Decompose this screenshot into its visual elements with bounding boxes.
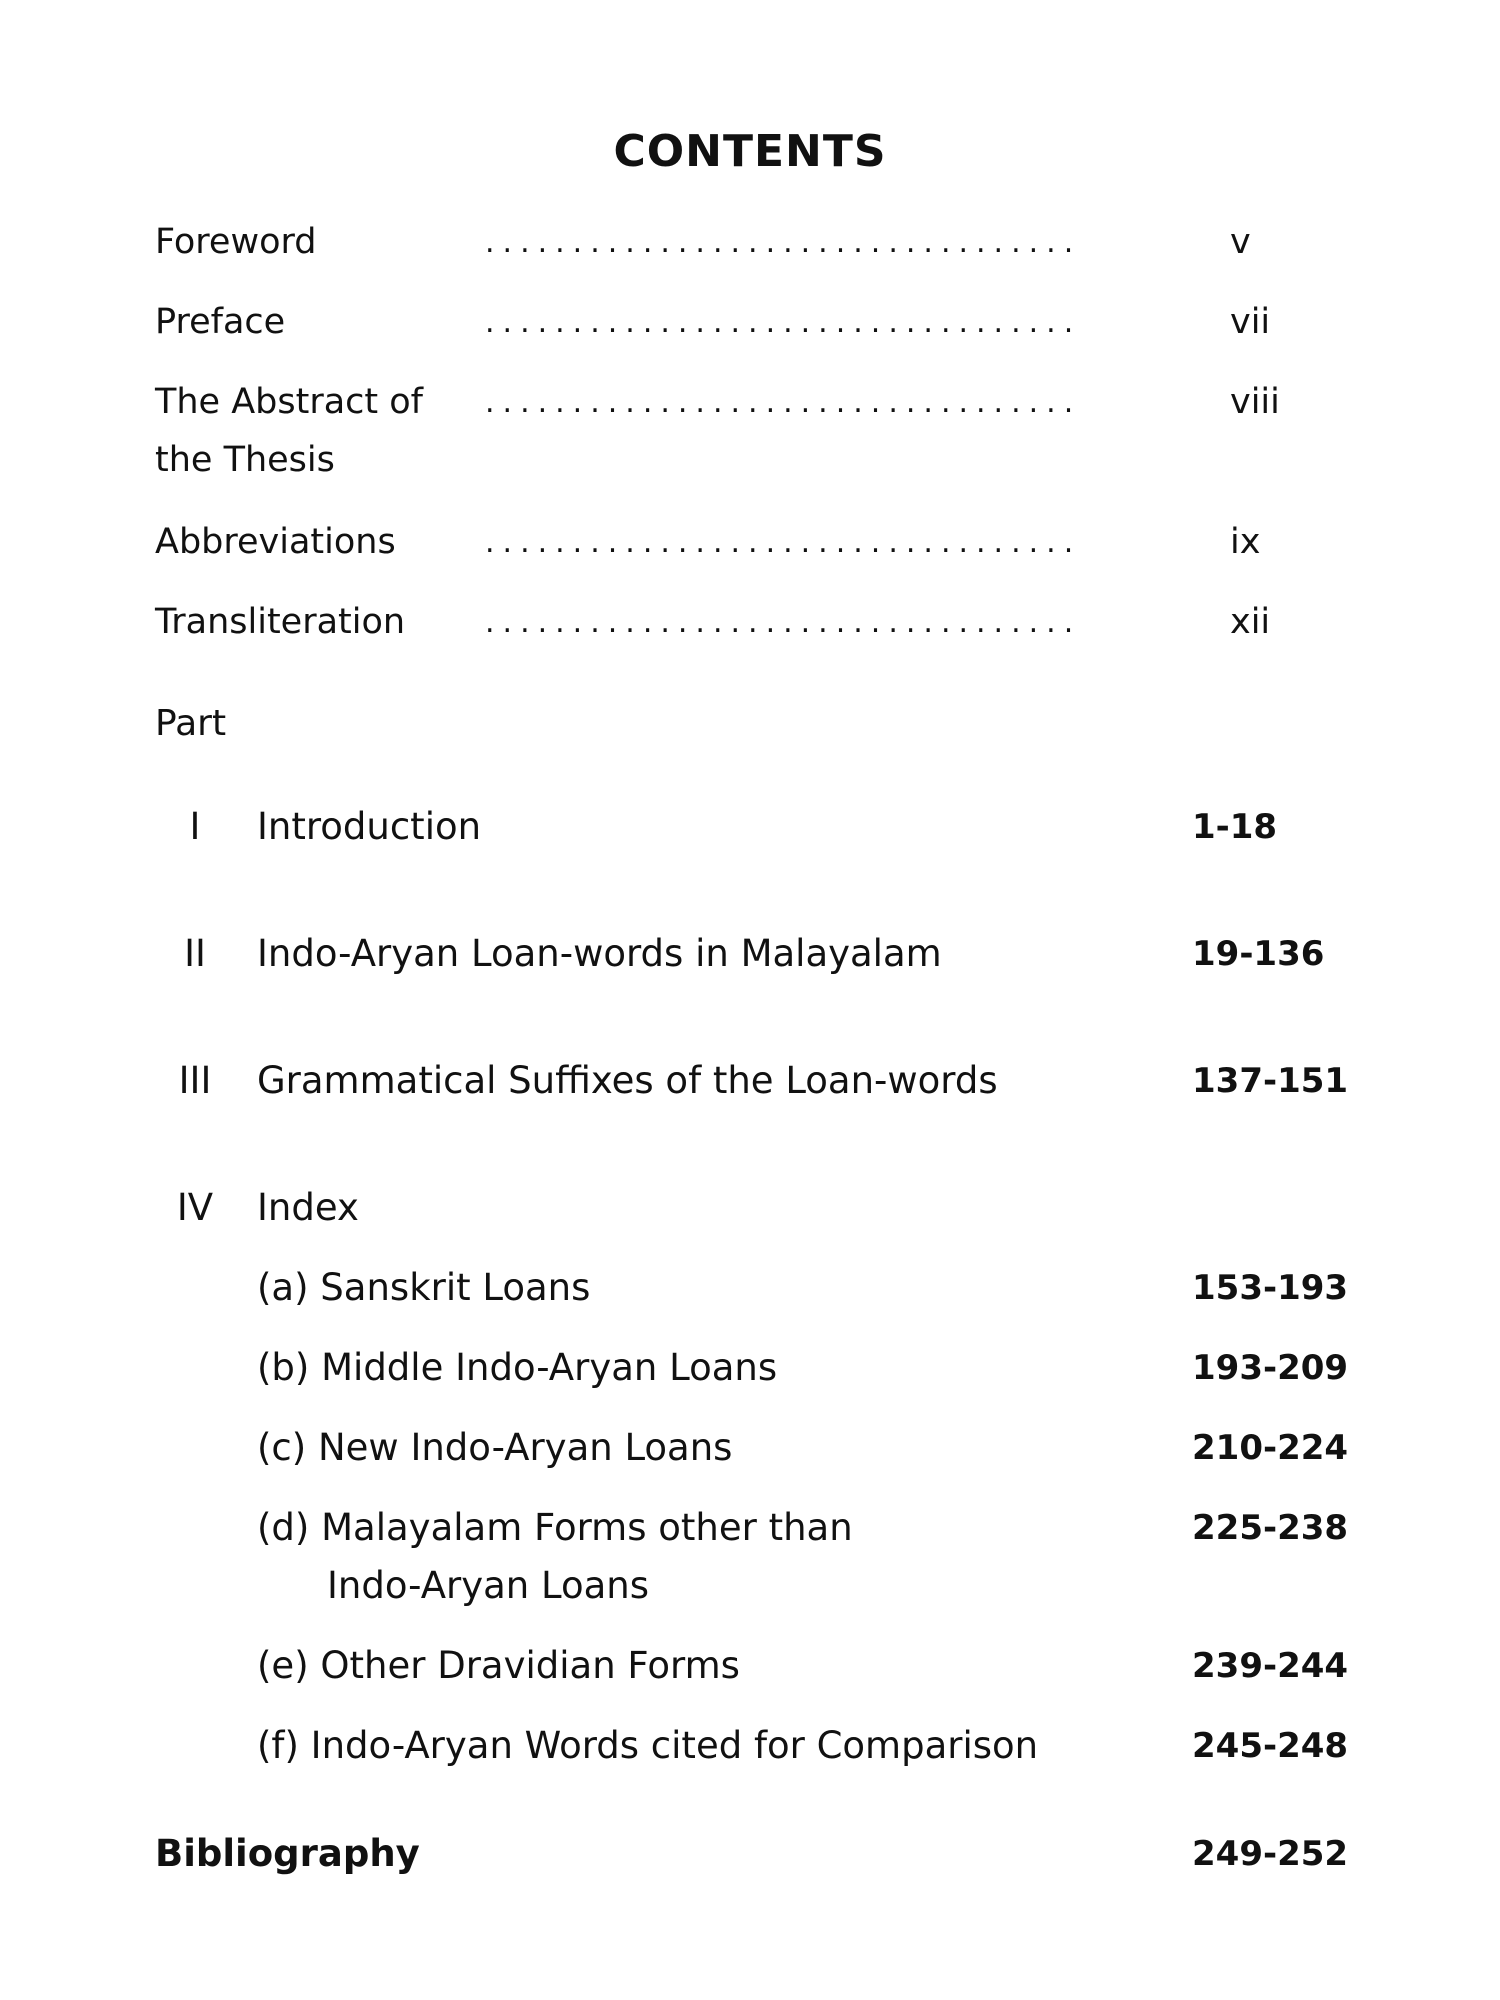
index-item-title: (d) Malayalam Forms other than	[257, 1506, 853, 1549]
bibliography-pages: 249-252	[1192, 1834, 1349, 1874]
toc-entry-label: Foreword	[155, 222, 317, 262]
chapter-row	[0, 925, 1500, 983]
dot-leader: ..................................	[485, 385, 1082, 420]
chapter-number: IV	[176, 1186, 214, 1229]
toc-entry-page: viii	[1230, 382, 1280, 422]
index-item-pages: 153-193	[1192, 1268, 1349, 1308]
toc-entry-label: Transliteration	[155, 602, 406, 642]
chapter-number: I	[189, 805, 201, 848]
dot-leader: ..................................	[485, 305, 1082, 340]
index-item-title: (e) Other Dravidian Forms	[257, 1644, 740, 1687]
chapter-row	[0, 798, 1500, 856]
chapter-title: Grammatical Suffixes of the Loan-words	[257, 1059, 998, 1102]
index-item-title: (c) New Indo-Aryan Loans	[257, 1426, 733, 1469]
chapter-number: III	[178, 1059, 212, 1102]
bibliography-title: Bibliography	[155, 1832, 420, 1875]
toc-entry-page: v	[1230, 222, 1251, 262]
toc-entry-page: xii	[1230, 602, 1271, 642]
chapter-number: II	[184, 932, 206, 975]
dot-leader: ..................................	[485, 525, 1082, 560]
toc-entry-label-continued: the Thesis	[155, 440, 335, 480]
index-item-title-continued: Indo-Aryan Loans	[327, 1564, 650, 1607]
chapter-pages: 137-151	[1192, 1061, 1349, 1101]
chapter-title: Indo-Aryan Loan-words in Malayalam	[257, 932, 942, 975]
chapter-pages: 19-136	[1192, 934, 1325, 974]
index-item-pages: 225-238	[1192, 1508, 1349, 1548]
chapter-row	[0, 1052, 1500, 1110]
index-item-pages: 245-248	[1192, 1726, 1349, 1766]
index-item-pages: 193-209	[1192, 1348, 1349, 1388]
dot-leader: ..................................	[485, 605, 1082, 640]
index-item-pages: 239-244	[1192, 1646, 1349, 1686]
part-heading: Part	[155, 703, 227, 744]
toc-entry-label: Preface	[155, 302, 286, 342]
index-item-title: (f) Indo-Aryan Words cited for Comparison	[257, 1724, 1039, 1767]
index-item	[0, 1499, 1500, 1615]
index-item-title: (a) Sanskrit Loans	[257, 1266, 591, 1309]
toc-entry-label: The Abstract of	[155, 382, 424, 422]
chapter-title: Introduction	[257, 805, 482, 848]
dot-leader: ..................................	[485, 225, 1082, 260]
chapter-row	[0, 1179, 1500, 1237]
index-item-pages: 210-224	[1192, 1428, 1349, 1468]
toc-entry-page: ix	[1230, 522, 1261, 562]
chapter-title: Index	[257, 1186, 359, 1229]
chapter-pages: 1-18	[1192, 807, 1278, 847]
page-title: CONTENTS	[613, 126, 887, 177]
index-item-title: (b) Middle Indo-Aryan Loans	[257, 1346, 778, 1389]
toc-entry-page: vii	[1230, 302, 1271, 342]
toc-entry-label: Abbreviations	[155, 522, 396, 562]
